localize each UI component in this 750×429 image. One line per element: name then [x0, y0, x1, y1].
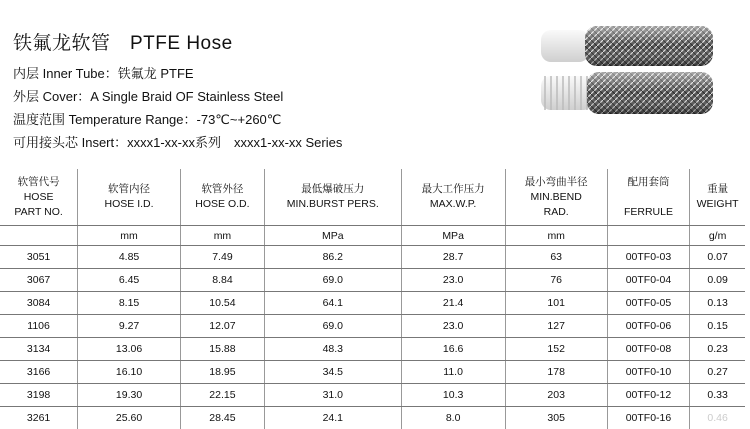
- cell-weight: 0.07: [690, 246, 745, 269]
- table-row: [0, 315, 745, 338]
- col-header-id: 软管内径 HOSE I.D.: [78, 169, 181, 226]
- spec-temperature-range: 温度范围 Temperature Range：-73℃~+260℃: [13, 108, 342, 131]
- cell-hose-od: 28.45: [180, 407, 264, 429]
- cell-hose-id: 25.60: [78, 407, 181, 429]
- cell-min-bend-rad: 178: [505, 361, 607, 384]
- cell-min-bend-rad: 63: [505, 246, 607, 269]
- cell-weight: 0.15: [690, 315, 745, 338]
- cell-min-burst: 69.0: [264, 269, 401, 292]
- cell-part-no: 3084: [0, 292, 78, 315]
- cell-weight: 0.23: [690, 338, 745, 361]
- cell-part-no: 3261: [0, 407, 78, 429]
- cell-ferrule: 00TF0-05: [607, 292, 689, 315]
- col-header-weight: 重量 WEIGHT: [690, 169, 745, 226]
- unit-cell: MPa: [264, 226, 401, 246]
- table-row: [0, 407, 745, 429]
- cell-min-bend-rad: 152: [505, 338, 607, 361]
- unit-cell: g/m: [690, 226, 745, 246]
- table-row: [0, 292, 745, 315]
- cell-ferrule: 00TF0-16: [607, 407, 689, 429]
- page-title: 铁氟龙软管 PTFE Hose: [13, 28, 233, 55]
- cell-min-burst: 34.5: [264, 361, 401, 384]
- ptfe-inner-tube: [541, 30, 589, 62]
- cell-weight: 0.13: [690, 292, 745, 315]
- cell-part-no: 3166: [0, 361, 78, 384]
- cell-part-no: 3134: [0, 338, 78, 361]
- cell-weight: 0.27: [690, 361, 745, 384]
- cell-hose-od: 7.49: [180, 246, 264, 269]
- spec-table: [0, 169, 745, 429]
- cell-min-burst: 69.0: [264, 315, 401, 338]
- cell-min-bend-rad: 127: [505, 315, 607, 338]
- cell-max-wp: 10.3: [401, 384, 505, 407]
- cell-hose-od: 8.84: [180, 269, 264, 292]
- cell-max-wp: 8.0: [401, 407, 505, 429]
- cell-hose-id: 6.45: [78, 269, 181, 292]
- cell-ferrule: 00TF0-08: [607, 338, 689, 361]
- cell-hose-od: 22.15: [180, 384, 264, 407]
- spec-insert: 可用接头芯 Insert：xxxx1-xx-xx系列 xxxx1-xx-xx Series: [13, 131, 342, 154]
- ptfe-convoluted-tube: [541, 76, 593, 110]
- cell-max-wp: 23.0: [401, 269, 505, 292]
- cell-hose-od: 15.88: [180, 338, 264, 361]
- col-header-ferrule: 配用套筒 FERRULE: [607, 169, 689, 226]
- col-header-part-no: 软管代号 HOSE PART NO.: [0, 169, 78, 226]
- unit-cell: MPa: [401, 226, 505, 246]
- col-header-bend: 最小弯曲半径 MIN.BEND RAD.: [505, 169, 607, 226]
- cell-min-bend-rad: 101: [505, 292, 607, 315]
- col-header-wp: 最大工作压力 MAX.W.P.: [401, 169, 505, 226]
- cell-min-bend-rad: 305: [505, 407, 607, 429]
- col-header-od: 软管外径 HOSE O.D.: [180, 169, 264, 226]
- unit-cell: mm: [180, 226, 264, 246]
- cell-min-burst: 31.0: [264, 384, 401, 407]
- cell-max-wp: 16.6: [401, 338, 505, 361]
- cell-min-bend-rad: 203: [505, 384, 607, 407]
- cell-part-no: 3051: [0, 246, 78, 269]
- cell-min-burst: 48.3: [264, 338, 401, 361]
- table-row: [0, 361, 745, 384]
- table-header-row: [0, 169, 745, 226]
- cell-hose-id: 4.85: [78, 246, 181, 269]
- cell-max-wp: 11.0: [401, 361, 505, 384]
- unit-cell: [607, 226, 689, 246]
- cell-hose-od: 12.07: [180, 315, 264, 338]
- cell-ferrule: 00TF0-04: [607, 269, 689, 292]
- table-body: [0, 246, 745, 429]
- cell-weight: 0.09: [690, 269, 745, 292]
- cell-ferrule: 00TF0-03: [607, 246, 689, 269]
- spec-list: [13, 62, 342, 154]
- cell-ferrule: 00TF0-12: [607, 384, 689, 407]
- cell-ferrule: 00TF0-06: [607, 315, 689, 338]
- table-row: [0, 384, 745, 407]
- cell-part-no: 3198: [0, 384, 78, 407]
- cell-min-burst: 86.2: [264, 246, 401, 269]
- cell-min-burst: 64.1: [264, 292, 401, 315]
- spec-cover: 外层 Cover：A Single Braid OF Stainless Steel: [13, 85, 342, 108]
- cell-max-wp: 21.4: [401, 292, 505, 315]
- col-header-burst: 最低爆破压力 MIN.BURST PERS.: [264, 169, 401, 226]
- cell-max-wp: 28.7: [401, 246, 505, 269]
- cell-hose-od: 18.95: [180, 361, 264, 384]
- cell-hose-id: 13.06: [78, 338, 181, 361]
- cell-max-wp: 23.0: [401, 315, 505, 338]
- cell-hose-id: 19.30: [78, 384, 181, 407]
- cell-hose-id: 9.27: [78, 315, 181, 338]
- spec-inner-tube: 内层 Inner Tube：铁氟龙 PTFE: [13, 62, 342, 85]
- cell-min-bend-rad: 76: [505, 269, 607, 292]
- table-row: [0, 269, 745, 292]
- unit-cell: mm: [78, 226, 181, 246]
- cell-part-no: 1106: [0, 315, 78, 338]
- unit-cell: [0, 226, 78, 246]
- cell-hose-id: 8.15: [78, 292, 181, 315]
- table-row: [0, 338, 745, 361]
- cell-weight: 0.33: [690, 384, 745, 407]
- cell-hose-id: 16.10: [78, 361, 181, 384]
- cell-weight: 0.46: [690, 407, 745, 429]
- cell-part-no: 3067: [0, 269, 78, 292]
- cell-min-burst: 24.1: [264, 407, 401, 429]
- cell-ferrule: 00TF0-10: [607, 361, 689, 384]
- cell-hose-od: 10.54: [180, 292, 264, 315]
- table-row: [0, 246, 745, 269]
- hose-product-image: [537, 10, 715, 120]
- table-unit-row: [0, 226, 745, 246]
- unit-cell: mm: [505, 226, 607, 246]
